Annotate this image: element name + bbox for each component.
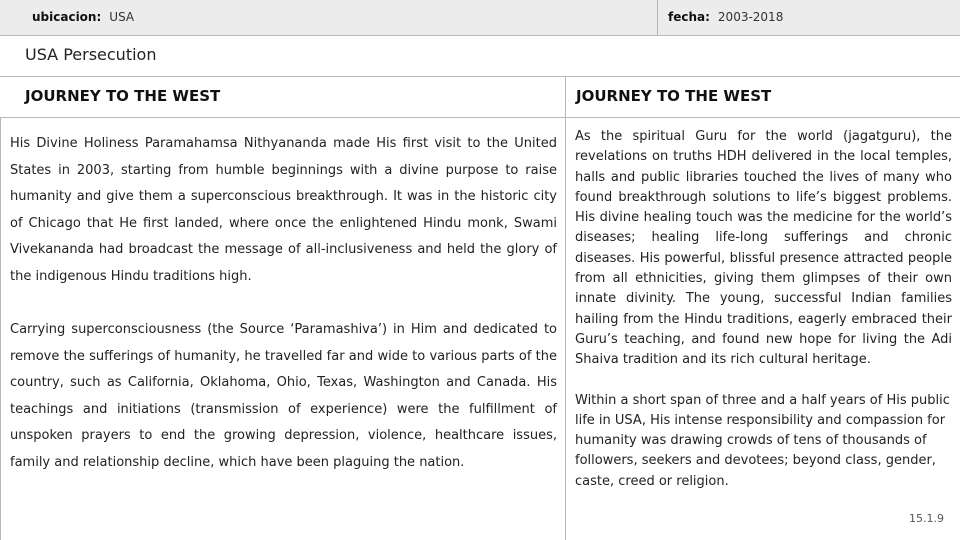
date-field — [657, 0, 960, 35]
location-field — [32, 0, 134, 35]
column-divider — [565, 118, 566, 540]
location-label: ubicacion: — [32, 10, 102, 24]
left-column-header — [0, 77, 565, 118]
left-border — [0, 118, 1, 540]
right-column-header — [565, 77, 960, 118]
location-value: USA — [109, 10, 135, 24]
slide-number: 15.1.9 — [909, 512, 944, 525]
date-label: fecha: — [668, 10, 710, 24]
right-column-body — [575, 127, 952, 492]
right-paragraph-2: Within a short span of three and a half years of His public life in USA, His intense responsibility and compassion for humanity was drawing crowds of tens of thousands of followers, seekers and devotees; beyond class, gender, caste, creed or religion. — [575, 392, 950, 489]
right-paragraph-1: As the spiritual Guru for the world (jagatguru), the revelations on truths HDH delivered in the local temples, halls and public libraries touched the lives of many who found breakthrough solutions to life’s biggest problems. His divine healing touch was the medicine for the world’s diseases; healing life-long sufferings and chronic diseases. His powerful, blissful presence attracted people from all ethnicities, giving them glimpses of their own innate divinity. The young, successful Indian families hailing from the Hindu traditions, eagerly embraced their Guru’s teaching, and found new hope for living the Adi Shaiva tradition and its rich cultural heritage. — [575, 129, 952, 368]
right-column-heading: JOURNEY TO THE WEST — [576, 87, 772, 105]
left-paragraph-2: Carrying superconsciousness (the Source ‘Paramashiva’) in Him and dedicated to remove the sufferings of humanity, he travelled far and wide to various parts of the country, such as California, Oklahoma, Ohio, Texas, Washington and Canada. His teachings and initiations (transmission of experience) were the fulfillment of unspoken prayers to end the growing depression, violence, healthcare issues, family and relationship decline, which have been plaguing the nation. — [10, 322, 557, 470]
header-bar — [0, 0, 960, 36]
left-column-body — [10, 131, 557, 476]
page-subtitle: USA Persecution — [25, 45, 157, 64]
left-column-heading: JOURNEY TO THE WEST — [25, 87, 221, 105]
date-value: 2003-2018 — [717, 10, 784, 24]
left-paragraph-1: His Divine Holiness Paramahamsa Nithyananda made His first visit to the United States in 2003, starting from humble beginnings with a divine purpose to raise humanity and give them a superconscious breakthrough. It was in the historic city of Chicago that He first landed, where once the enlightened Hindu monk, Swami Vivekananda had broadcast the message of all-inclusiveness and held the glory of the indigenous Hindu traditions high. — [10, 136, 557, 284]
subtitle-row — [0, 36, 960, 77]
